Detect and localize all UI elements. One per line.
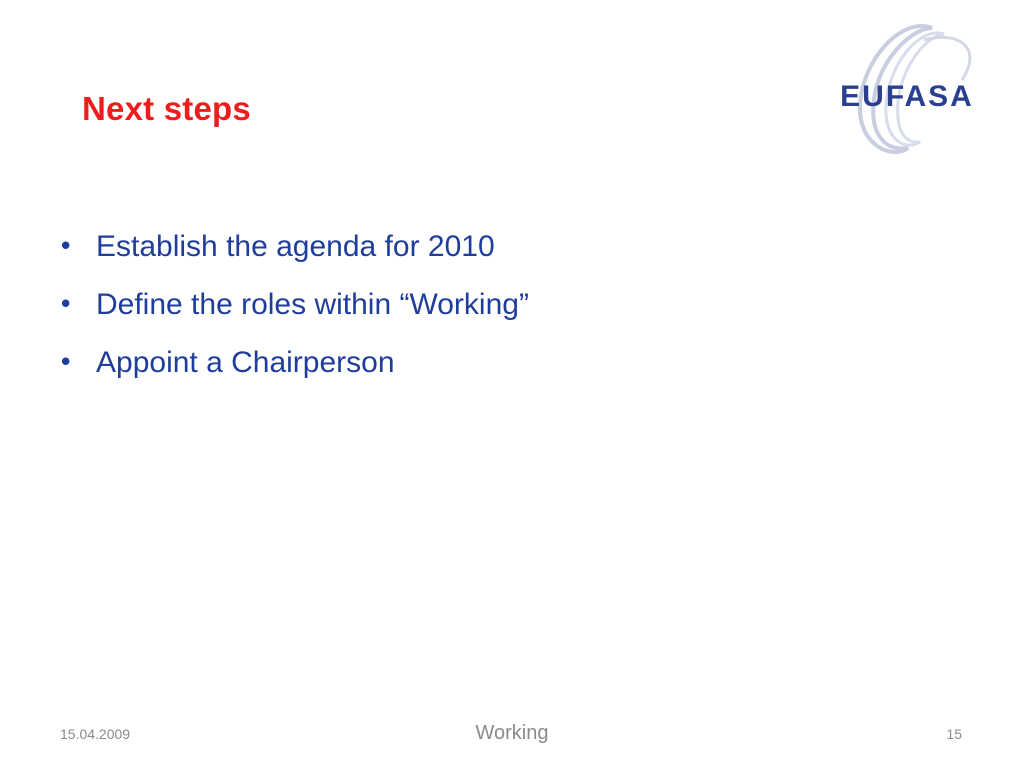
logo-swirl-arc [924, 37, 970, 80]
bullet-text: Appoint a Chairperson [96, 346, 395, 379]
page-number: 15 [946, 726, 962, 742]
bullet-icon: • [58, 348, 74, 378]
bullet-text: Establish the agenda for 2010 [96, 230, 495, 263]
logo-wordmark: EUFASA [840, 80, 974, 113]
bullet-icon: • [58, 232, 74, 262]
list-item [58, 276, 529, 334]
bullet-text: Define the roles within “Working” [96, 288, 529, 321]
bullet-icon: • [58, 290, 74, 320]
bullet-list [58, 218, 529, 392]
list-item [58, 218, 529, 276]
list-item [58, 334, 529, 392]
footer-title: Working [475, 722, 549, 744]
eufasa-logo [812, 20, 1002, 160]
slide-title: Next steps [82, 90, 251, 127]
footer-date: 15.04.2009 [60, 726, 131, 742]
